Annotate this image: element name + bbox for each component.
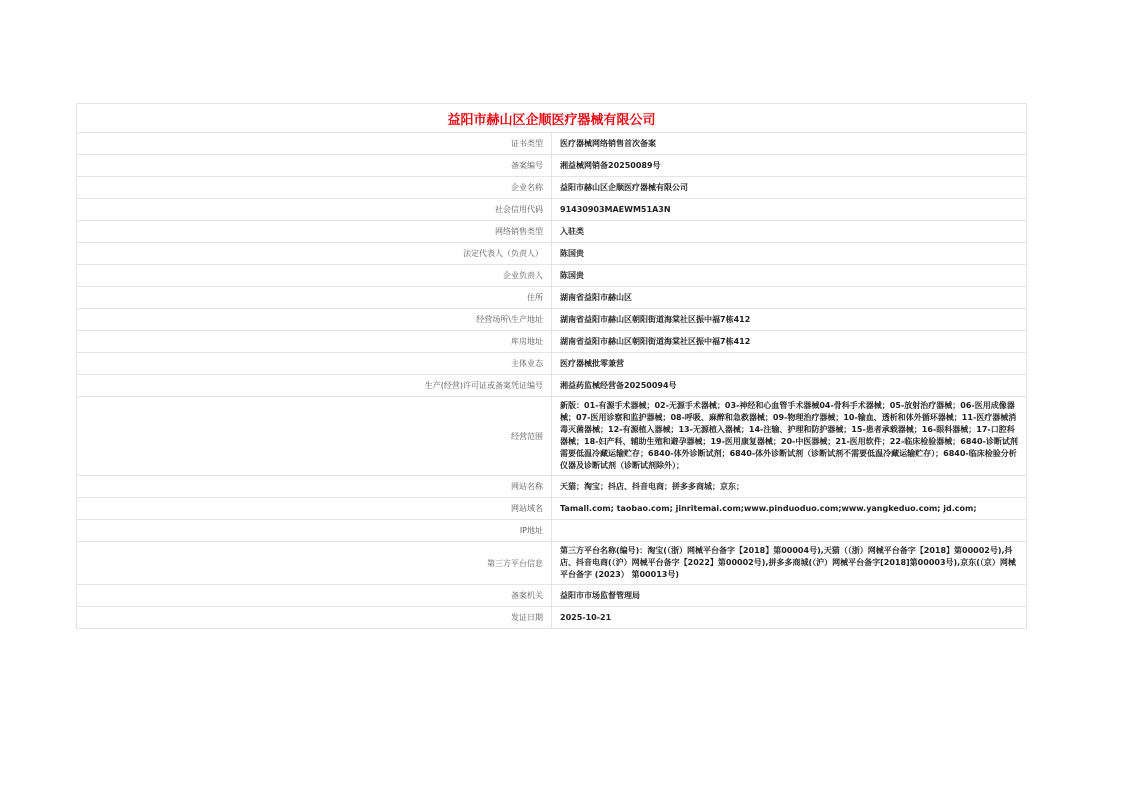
field-label: 住所 [77, 287, 552, 309]
field-label: 经营范围 [77, 397, 552, 476]
field-row-certificate-type [77, 133, 1027, 155]
field-label: 库房地址 [77, 331, 552, 353]
field-label: 网络销售类型 [77, 221, 552, 243]
field-value: Tamall.com; taobao.com; jinritemai.com;www.pinduoduo.com;www.yangkeduo.com; jd.com; [552, 498, 1027, 520]
record-table [76, 103, 1027, 629]
field-label: 企业负责人 [77, 265, 552, 287]
field-label: 备案机关 [77, 585, 552, 607]
field-row-business-address [77, 309, 1027, 331]
field-row-credit-code [77, 199, 1027, 221]
field-row-company-name [77, 177, 1027, 199]
field-label: 备案编号 [77, 155, 552, 177]
field-row-business-scope [77, 397, 1027, 476]
field-row-filing-authority [77, 585, 1027, 607]
field-value: 入驻类 [552, 221, 1027, 243]
field-row-website-domain [77, 498, 1027, 520]
field-label: 第三方平台信息 [77, 542, 552, 585]
field-label: 社会信用代码 [77, 199, 552, 221]
field-value: 湖南省益阳市赫山区朝阳街道海棠社区振中福7栋412 [552, 331, 1027, 353]
field-row-third-party-platform [77, 542, 1027, 585]
field-label: 网站名称 [77, 476, 552, 498]
field-value: 91430903MAEWM51A3N [552, 199, 1027, 221]
field-label: 主体业态 [77, 353, 552, 375]
field-label: 发证日期 [77, 607, 552, 629]
field-row-website-name [77, 476, 1027, 498]
field-row-warehouse-address [77, 331, 1027, 353]
field-value: 湖南省益阳市赫山区朝阳街道海棠社区振中福7栋412 [552, 309, 1027, 331]
field-value: 湘益械网销备20250089号 [552, 155, 1027, 177]
field-value: 天猫；淘宝；抖店、抖音电商；拼多多商城；京东； [552, 476, 1027, 498]
field-label: 经营场所\生产地址 [77, 309, 552, 331]
title-row [77, 104, 1027, 133]
field-row-license-number [77, 375, 1027, 397]
field-label: 法定代表人（负责人） [77, 243, 552, 265]
field-row-sales-type [77, 221, 1027, 243]
field-value [552, 520, 1027, 542]
field-value: 陈国贵 [552, 243, 1027, 265]
field-row-issue-date [77, 607, 1027, 629]
field-value: 新版：01-有源手术器械；02-无源手术器械；03-神经和心血管手术器械04-骨科手术器械；05-放射治疗器械；06-医用成像器械；07-医用诊察和监护器械；08-呼吸、麻醉和急救器械；09-物理治疗器械；10-输血、透析和体外循环器械；11-医疗器械消毒灭菌器械；12-有源植入器械；13-无源植入器械；14-注输、护理和防护器械；15-患者承载器械；16-眼科器械；17-口腔科器械；18-妇产科、辅助生殖和避孕器械；19-医用康复器械；20-中医器械；21-医用软件；22-临床检验器械；6840-诊断试剂需要低温冷藏运输贮存；6840-体外诊断试剂；6840-体外诊断试剂（诊断试剂不需要低温冷藏运输贮存）；6840-临床检验分析仪器及诊断试剂（诊断试剂除外）； [552, 397, 1027, 476]
field-label: 网站域名 [77, 498, 552, 520]
field-label: 企业名称 [77, 177, 552, 199]
field-row-company-principal [77, 265, 1027, 287]
field-row-ip-address [77, 520, 1027, 542]
field-value: 医疗器械批零兼营 [552, 353, 1027, 375]
field-value: 医疗器械网络销售首次备案 [552, 133, 1027, 155]
field-value: 第三方平台名称(编号)：淘宝(（浙）网械平台备字【2018】第00004号),天猫（（浙）网械平台备字【2018】第00002号),抖店、抖音电商(（沪）网械平台备字【2022】第00002号),拼多多商城(（沪）网械平台备字[2018]第00003号),京东(（京）网械平台备字 (2023） 第00013号) [552, 542, 1027, 585]
field-row-legal-representative [77, 243, 1027, 265]
field-label: 证书类型 [77, 133, 552, 155]
field-value: 湖南省益阳市赫山区 [552, 287, 1027, 309]
field-row-record-number [77, 155, 1027, 177]
field-label: 生产(经营)许可证或备案凭证编号 [77, 375, 552, 397]
field-value: 益阳市市场监督管理局 [552, 585, 1027, 607]
field-label: IP地址 [77, 520, 552, 542]
field-row-business-format [77, 353, 1027, 375]
field-value: 陈国贵 [552, 265, 1027, 287]
field-value: 2025-10-21 [552, 607, 1027, 629]
field-value: 湘益药监械经营备20250094号 [552, 375, 1027, 397]
field-value: 益阳市赫山区企顺医疗器械有限公司 [552, 177, 1027, 199]
field-row-domicile [77, 287, 1027, 309]
company-title: 益阳市赫山区企顺医疗器械有限公司 [77, 104, 1027, 133]
